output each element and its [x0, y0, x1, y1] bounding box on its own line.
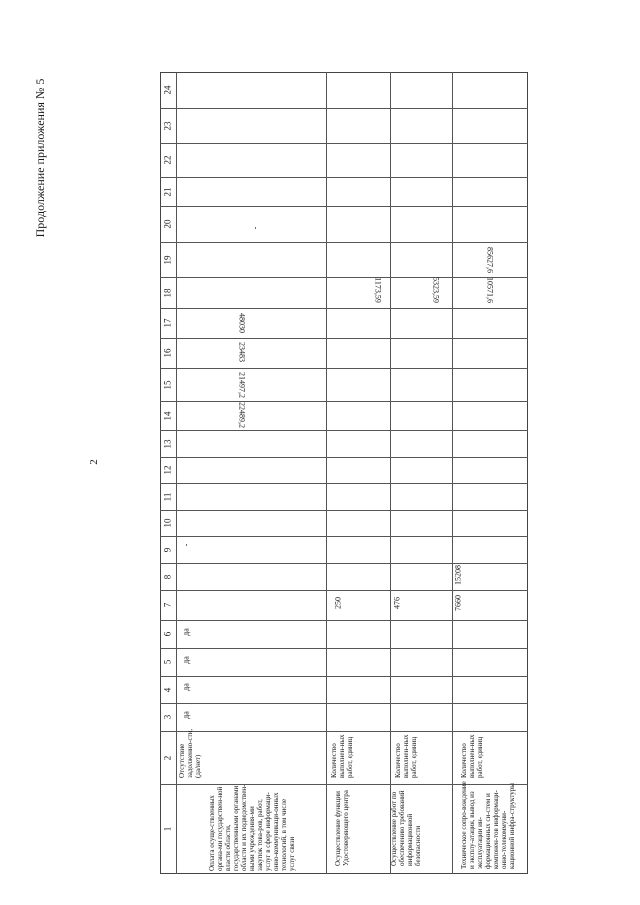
row3-col18: 5323,59: [431, 277, 441, 303]
column-divider: [160, 242, 528, 243]
row-divider: [452, 72, 453, 874]
column-header-9: 9: [162, 547, 173, 552]
column-divider: [160, 430, 528, 431]
column-header-2: 2: [162, 755, 173, 760]
column-divider: [160, 108, 528, 109]
column-divider: [160, 620, 528, 621]
column-divider: [160, 308, 528, 309]
row1-col20: -: [250, 226, 260, 230]
column-header-7: 7: [162, 602, 173, 608]
column-divider: [160, 510, 528, 511]
column-header-4: 4: [162, 687, 173, 692]
row4-col19: 85627,6: [485, 247, 495, 273]
row-divider: [326, 72, 327, 874]
column-divider: [160, 277, 528, 278]
column-divider: [160, 401, 528, 402]
column-divider: [160, 703, 528, 704]
column-divider: [160, 206, 528, 207]
continuation-header: Продолжение приложения № 5: [33, 78, 47, 238]
column-header-20: 20: [162, 219, 173, 229]
column-header-13: 13: [162, 439, 173, 448]
row2-col7: 250: [333, 597, 343, 609]
column-header-11: 11: [162, 492, 173, 501]
row4-description: Техническое сопро-вождение и эксплу-атация, вывод из эксплуатации ин-формационных си-стем и компонен-тов информаци-онно-телекоммуни-кационной инфра-структуры: [460, 781, 516, 869]
column-header-15: 15: [162, 380, 173, 389]
column-header-16: 16: [162, 348, 173, 358]
column-divider: [160, 457, 528, 458]
column-divider: [160, 536, 528, 537]
row1-col16: 23483: [237, 342, 247, 362]
column-divider: [160, 483, 528, 484]
row3-col7: 476: [392, 597, 402, 609]
column-divider: [160, 177, 528, 178]
column-divider: [160, 676, 528, 677]
column-header-19: 19: [162, 255, 173, 264]
row1-col3: да: [181, 711, 191, 719]
row3-description: Осуществление работ по обеспечению требований информационной безопасности: [390, 790, 422, 866]
row3-indicator: Количество выполнен-ных работ, единиц: [394, 734, 418, 778]
row1-col9: -: [181, 543, 191, 547]
column-header-1: 1: [162, 826, 173, 832]
column-header-6: 6: [162, 631, 173, 637]
column-header-22: 22: [162, 155, 173, 165]
column-divider: [160, 590, 528, 591]
row2-col18: 1173,59: [373, 277, 383, 303]
row4-col18: 10571,6: [485, 277, 495, 303]
column-header-24: 24: [162, 85, 173, 95]
row-divider: [176, 72, 177, 874]
row1-indicator: Отсутствие задолженно-сти, (да/нет): [178, 728, 202, 778]
column-header-10: 10: [162, 518, 173, 528]
row4-col7: 7660: [453, 595, 463, 611]
page-number: 2: [88, 459, 100, 465]
column-divider: [160, 648, 528, 649]
column-header-21: 21: [162, 187, 173, 196]
row1-col6: да: [181, 628, 191, 636]
column-header-8: 8: [162, 574, 173, 579]
row1-col14: 22489,2: [237, 402, 247, 428]
column-header-3: 3: [162, 714, 173, 720]
column-header-5: 5: [162, 659, 173, 665]
column-header-14: 14: [162, 411, 173, 420]
row1-col17: 48030: [237, 313, 247, 333]
column-divider: [160, 563, 528, 564]
column-header-23: 23: [162, 121, 173, 130]
column-header-18: 18: [162, 288, 173, 297]
row1-col5: да: [181, 656, 191, 664]
row2-indicator: Количество выполнен-ных работ, единиц: [330, 734, 354, 778]
column-divider: [160, 368, 528, 369]
row-divider: [390, 72, 391, 874]
column-header-12: 12: [162, 465, 173, 475]
row1-description: Оплата осуще-ствленных органа-ми государствен-ной власти области, государственными органами области и их подведомствен-ными учреждения-ми закупок това-ров, работ, услуг в сфере информаци-онно-коммуникаци-онных технологий, в том числе услуг связи: [208, 784, 296, 871]
row4-col8: 15208: [453, 565, 463, 585]
column-header-17: 17: [162, 318, 173, 328]
row1-col15: 21497,2: [237, 372, 247, 398]
row2-description: Осуществление функции Удостоверяющего центра: [334, 790, 350, 866]
row1-col4: да: [181, 683, 191, 691]
column-divider: [160, 143, 528, 144]
column-divider: [160, 338, 528, 339]
row4-indicator: Количество выполнен-ных работ, единиц: [460, 734, 484, 778]
